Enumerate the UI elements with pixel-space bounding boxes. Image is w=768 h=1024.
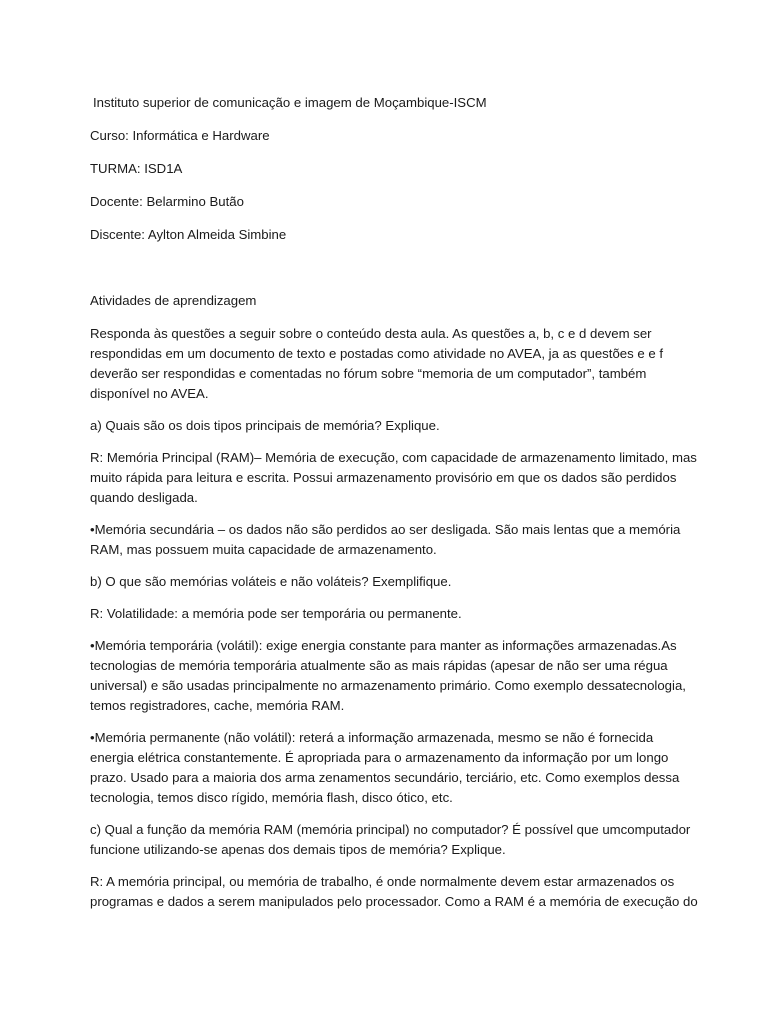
paragraphs-container [90, 324, 698, 912]
paragraph-line: universal) e são usadas principalmente no armazenamento primário. Como exemplo dessatecnologia, [90, 678, 686, 693]
spacer [90, 258, 674, 291]
paragraph-line: respondidas em um documento de texto e postadas como atividade no AVEA, ja as questões e e f [90, 346, 664, 361]
paragraph-line: programas e dados a serem manipulados pelo processador. Como a RAM é a memória de execução do [90, 894, 698, 909]
section-title: Atividades de aprendizagem [90, 293, 257, 308]
paragraph [90, 820, 691, 860]
paragraph-line: disponível no AVEA. [90, 386, 209, 401]
paragraph-line: prazo. Usado para a maioria dos arma zenamentos secundário, terciário, etc. Como exemplos dessa [90, 770, 680, 785]
paragraph-line: quando desligada. [90, 490, 198, 505]
paragraph-line: temos registradores, cache, memória RAM. [90, 698, 345, 713]
paragraph-line: tecnologias de memória temporária atualmente são as mais rápidas (apesar de não ser uma régua [90, 658, 668, 673]
paragraph-line: a) Quais são os dois tipos principais de memória? Explique. [90, 418, 440, 433]
paragraph-line: R: A memória principal, ou memória de trabalho, é onde normalmente devem estar armazenados os [90, 874, 675, 889]
paragraph-line: •Memória temporária (volátil): exige energia constante para manter as informações armazenadas.As [90, 638, 677, 653]
paragraph [90, 324, 674, 404]
course-line: Curso: Informática e Hardware [90, 128, 270, 143]
paragraph-line: muito rápida para leitura e escrita. Possui armazenamento provisório em que os dados são perdidos [90, 470, 677, 485]
student-line: Discente: Aylton Almeida Simbine [90, 227, 287, 242]
paragraph [90, 572, 674, 592]
paragraph-line: b) O que são memórias voláteis e não voláteis? Exemplifique. [90, 574, 452, 589]
paragraph [90, 636, 686, 716]
document-body [90, 93, 698, 924]
teacher-line: Docente: Belarmino Butão [90, 194, 244, 209]
paragraph [90, 416, 674, 436]
paragraph-line: deverão ser respondidas e comentadas no fórum sobre “memoria de um computador”, também [90, 366, 647, 381]
paragraph-line: funcione utilizando-se apenas dos demais tipos de memória? Explique. [90, 842, 506, 857]
paragraph-line: •Memória secundária – os dados não são perdidos ao ser desligada. São mais lentas que a memória [90, 522, 681, 537]
paragraph-line: •Memória permanente (não volátil): reterá a informação armazenada, mesmo se não é fornecida [90, 730, 654, 745]
paragraph-line: c) Qual a função da memória RAM (memória principal) no computador? É possível que umcomputador [90, 822, 691, 837]
paragraph-line: R: Memória Principal (RAM)– Memória de execução, com capacidade de armazenamento limitado, mas [90, 450, 697, 465]
institution-line: Instituto superior de comunicação e imagem de Moçambique-ISCM [93, 95, 487, 110]
paragraph [90, 448, 697, 508]
paragraph [90, 872, 698, 912]
paragraph-line: energia elétrica constantemente. É apropriada para o armazenamento da informação por um longo [90, 750, 669, 765]
paragraph [90, 728, 680, 808]
paragraph-line: RAM, mas possuem muita capacidade de armazenamento. [90, 542, 437, 557]
paragraph-line: tecnologia, temos disco rígido, memória flash, disco ótico, etc. [90, 790, 453, 805]
paragraph [90, 520, 681, 560]
paragraph [90, 604, 674, 624]
paragraph-line: R: Volatilidade: a memória pode ser temporária ou permanente. [90, 606, 462, 621]
paragraph-line: Responda às questões a seguir sobre o conteúdo desta aula. As questões a, b, c e d devem ser [90, 326, 652, 341]
class-line: TURMA: ISD1A [90, 161, 183, 176]
